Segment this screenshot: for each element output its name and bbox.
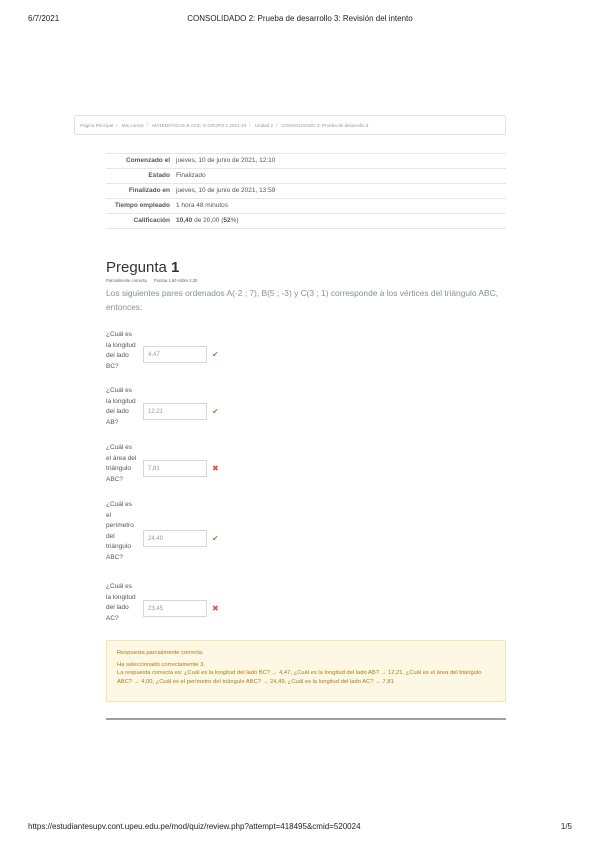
breadcrumb-course[interactable]: MATEMÁTICAS B ASIC O GRUPO 1 2021-10 bbox=[152, 123, 247, 128]
breadcrumb-my-courses[interactable]: Mis cursos bbox=[121, 123, 144, 128]
summary-row-state bbox=[106, 168, 506, 183]
correct-icon: ✔ bbox=[212, 534, 219, 543]
incorrect-icon: ✖ bbox=[212, 464, 219, 473]
question-title bbox=[106, 259, 179, 276]
incorrect-icon: ✖ bbox=[212, 604, 219, 613]
breadcrumb-unit[interactable]: Unidad 2 bbox=[254, 123, 274, 128]
subquestion-label: ¿Cuál es el perímetro del triángulo ABC? bbox=[106, 501, 134, 561]
breadcrumb-quiz[interactable]: CONSOLIDADO 2: Prueba de desarrollo 3 bbox=[281, 123, 369, 128]
question-status: Parcialmente correcta bbox=[106, 278, 147, 283]
summary-label: Tiempo empleado bbox=[114, 202, 170, 209]
summary-value: jueves, 10 de junio de 2021, 12:10 bbox=[176, 157, 276, 164]
subquestion-label: ¿Cuál es la longitud del lado AB? bbox=[106, 387, 136, 426]
subquestion-label: ¿Cuál es el área del triángulo ABC? bbox=[106, 444, 137, 483]
summary-row-started bbox=[106, 153, 506, 168]
summary-value: 1 hora 48 minutos bbox=[176, 202, 229, 209]
subquestion-label: ¿Cuál es la longitud del lado AC? bbox=[106, 583, 136, 622]
summary-row-time-taken bbox=[106, 198, 506, 213]
feedback-status: Respuesta parcialmente correcta. bbox=[117, 650, 204, 656]
grade-total: de 20,00 ( bbox=[192, 217, 224, 224]
summary-label: Finalizado en bbox=[128, 187, 170, 194]
divider bbox=[106, 718, 506, 720]
question-text: Los siguientes pares ordenados A(-2 ; 7), B(5 ; -3) y C(3 ; 1) corresponde a los vértices del triángulo ABC, entonces: bbox=[106, 288, 498, 312]
summary-row-finished bbox=[106, 183, 506, 198]
summary-row-grade bbox=[106, 213, 506, 229]
print-page-number: 1/5 bbox=[560, 822, 572, 831]
summary-label: Calificación bbox=[133, 217, 170, 224]
answer-select[interactable]: 7,81 bbox=[143, 460, 207, 477]
summary-label: Comenzado el bbox=[125, 157, 170, 164]
answer-select[interactable]: 23,45 bbox=[143, 600, 207, 617]
summary-value bbox=[176, 216, 239, 226]
print-url: https://estudiantesupv.cont.upeu.edu.pe/mod/quiz/review.php?attempt=418495&cmid=520024 bbox=[28, 822, 361, 831]
feedback-count: Ha seleccionado correctamente 3. bbox=[117, 661, 205, 668]
summary-label: Estado bbox=[148, 172, 170, 179]
breadcrumb-home[interactable]: Página Principal bbox=[80, 123, 114, 128]
correct-icon: ✔ bbox=[212, 350, 219, 359]
breadcrumb: Página Principal / Mis cursos / MATEMÁTICAS B ASIC O GRUPO 1 2021-10 / Unidad 2 / CONSOLIDADO 2: Prueba de desarrollo 3 bbox=[74, 115, 506, 135]
subquestion-label: ¿Cuál es la longitud del lado BC? bbox=[106, 331, 136, 370]
question-info bbox=[106, 278, 197, 283]
attempt-summary-table bbox=[106, 153, 506, 229]
answer-select[interactable]: 4,47 bbox=[143, 346, 207, 363]
grade-suffix: %) bbox=[230, 217, 239, 224]
question-title-prefix: Pregunta bbox=[106, 259, 172, 276]
question-points: Puntúa 1,60 sobre 2,00 bbox=[153, 278, 198, 283]
answer-select[interactable]: 12,21 bbox=[143, 403, 207, 420]
correct-icon: ✔ bbox=[212, 407, 219, 416]
grade-score: 10,40 bbox=[176, 217, 193, 224]
grade-percent: 52 bbox=[223, 217, 231, 224]
summary-value: jueves, 10 de junio de 2021, 13:59 bbox=[176, 187, 276, 194]
print-date: 6/7/2021 bbox=[28, 14, 60, 23]
answer-select[interactable]: 24,49 bbox=[143, 530, 207, 547]
summary-value: Finalizado bbox=[176, 172, 206, 179]
print-title: CONSOLIDADO 2: Prueba de desarrollo 3: Revisión del intento bbox=[187, 14, 413, 23]
feedback-right-answer: La respuesta correcta es: ¿Cuál es la longitud del lado BC? → 4,47, ¿Cuál es la longitud del lado AB? → 12,21, ¿Cuál es el área del triángulo ABC? → 4,00, ¿Cuál es el perímetro del triángulo ABC? → 24,49, ¿Cuál es la longitud del lado AC? → 7,81 bbox=[117, 670, 482, 685]
feedback-box bbox=[106, 640, 506, 702]
question-number: 1 bbox=[171, 259, 180, 276]
